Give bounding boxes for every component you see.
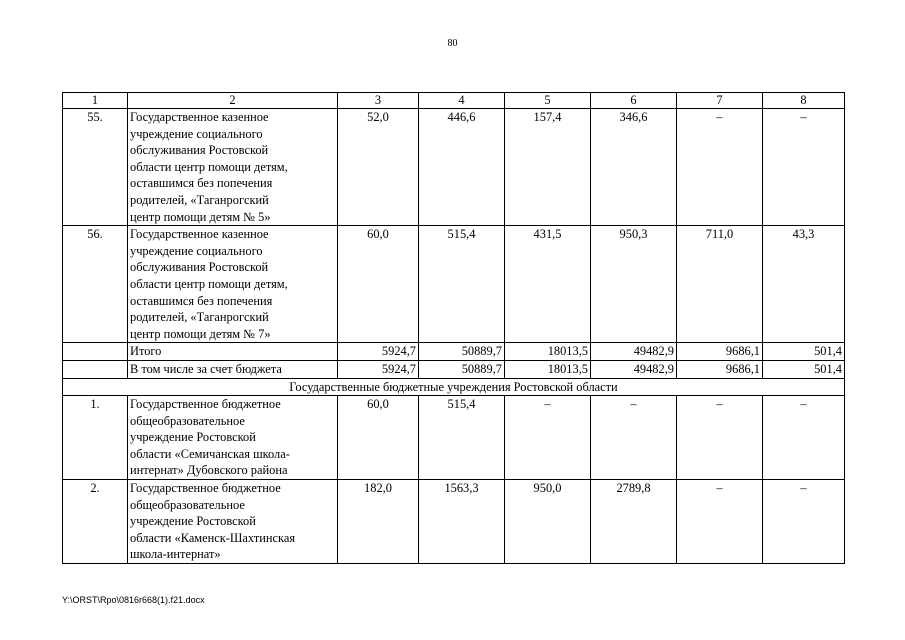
column-number: 8 bbox=[763, 93, 845, 109]
institution-name-line: области центр помощи детям, bbox=[130, 276, 288, 291]
row-number-cell bbox=[63, 360, 128, 378]
row-number: 1. bbox=[63, 396, 128, 480]
total-label: Итого bbox=[128, 343, 338, 361]
value-cell: 43,3 bbox=[763, 226, 845, 343]
value-cell: – bbox=[591, 396, 677, 480]
value-cell: 9686,1 bbox=[677, 343, 763, 361]
section-header-row bbox=[63, 378, 845, 396]
institution-name-line: школа-интернат» bbox=[130, 547, 221, 562]
value-cell: – bbox=[763, 480, 845, 564]
institution-name bbox=[128, 480, 338, 564]
value-cell: 515,4 bbox=[419, 226, 505, 343]
institution-name-line: области центр помощи детям, bbox=[130, 159, 288, 174]
institution-name-line: родителей, «Таганрогский bbox=[130, 192, 269, 207]
institution-name-line: учреждение Ростовской bbox=[130, 430, 256, 445]
institution-name bbox=[128, 109, 338, 226]
total-row bbox=[63, 360, 845, 378]
section-title: Государственные бюджетные учреждения Ростовской области bbox=[63, 378, 845, 396]
institution-name-line: обслуживания Ростовской bbox=[130, 260, 269, 275]
value-cell: – bbox=[763, 109, 845, 226]
value-cell: 9686,1 bbox=[677, 360, 763, 378]
value-cell: 446,6 bbox=[419, 109, 505, 226]
column-number: 7 bbox=[677, 93, 763, 109]
institution-name-line: области «Каменск-Шахтинская bbox=[130, 530, 296, 545]
institution-name bbox=[128, 396, 338, 480]
column-number: 2 bbox=[128, 93, 338, 109]
institution-name-line: Государственное бюджетное bbox=[130, 481, 281, 496]
value-cell: – bbox=[763, 396, 845, 480]
value-cell: – bbox=[677, 396, 763, 480]
institution-name-line: обслуживания Ростовской bbox=[130, 143, 269, 158]
institution-name-line: оставшимся без попечения bbox=[130, 176, 273, 191]
value-cell: – bbox=[677, 480, 763, 564]
column-number: 6 bbox=[591, 93, 677, 109]
row-number: 55. bbox=[63, 109, 128, 226]
institution-name-line: учреждение социального bbox=[130, 126, 263, 141]
table-body bbox=[63, 93, 845, 564]
institution-name-line: центр помощи детям № 5» bbox=[130, 209, 271, 224]
value-cell: 950,3 bbox=[591, 226, 677, 343]
value-cell: 157,4 bbox=[505, 109, 591, 226]
value-cell: 431,5 bbox=[505, 226, 591, 343]
value-cell: 5924,7 bbox=[338, 343, 419, 361]
value-cell: 50889,7 bbox=[419, 360, 505, 378]
value-cell: 60,0 bbox=[338, 396, 419, 480]
institution-name-line: родителей, «Таганрогский bbox=[130, 310, 269, 325]
institution-name-line: оставшимся без попечения bbox=[130, 293, 273, 308]
value-cell: 2789,8 bbox=[591, 480, 677, 564]
institution-name-line: интернат» Дубовского района bbox=[130, 463, 288, 478]
institution-name-line: общеобразовательное bbox=[130, 497, 245, 512]
column-number-row bbox=[63, 93, 845, 109]
value-cell: 18013,5 bbox=[505, 343, 591, 361]
total-row bbox=[63, 343, 845, 361]
row-number: 2. bbox=[63, 480, 128, 564]
institution-name-line: центр помощи детям № 7» bbox=[130, 326, 271, 341]
institution-name-line: общеобразовательное bbox=[130, 413, 245, 428]
value-cell: 711,0 bbox=[677, 226, 763, 343]
value-cell: 950,0 bbox=[505, 480, 591, 564]
institution-name-line: учреждение социального bbox=[130, 243, 263, 258]
value-cell: 182,0 bbox=[338, 480, 419, 564]
column-number: 5 bbox=[505, 93, 591, 109]
value-cell: 501,4 bbox=[763, 343, 845, 361]
institution-name-line: Государственное казенное bbox=[130, 227, 269, 242]
institution-name bbox=[128, 226, 338, 343]
value-cell: 49482,9 bbox=[591, 343, 677, 361]
row-number-cell bbox=[63, 343, 128, 361]
table-row bbox=[63, 396, 845, 480]
file-path-footer: Y:\ORST\Rpo\0816r668(1).f21.docx bbox=[62, 595, 205, 605]
institution-name-line: учреждение Ростовской bbox=[130, 514, 256, 529]
value-cell: 50889,7 bbox=[419, 343, 505, 361]
table-row bbox=[63, 109, 845, 226]
column-number: 1 bbox=[63, 93, 128, 109]
institution-name-line: области «Семичанская школа- bbox=[130, 446, 290, 461]
page-number: 80 bbox=[447, 38, 458, 49]
value-cell: 1563,3 bbox=[419, 480, 505, 564]
value-cell: 49482,9 bbox=[591, 360, 677, 378]
value-cell: 346,6 bbox=[591, 109, 677, 226]
column-number: 3 bbox=[338, 93, 419, 109]
column-number: 4 bbox=[419, 93, 505, 109]
institution-name-line: Государственное бюджетное bbox=[130, 397, 281, 412]
value-cell: – bbox=[505, 396, 591, 480]
value-cell: 515,4 bbox=[419, 396, 505, 480]
total-label: В том числе за счет бюджета bbox=[128, 360, 338, 378]
row-number: 56. bbox=[63, 226, 128, 343]
value-cell: 18013,5 bbox=[505, 360, 591, 378]
table-row bbox=[63, 226, 845, 343]
table-row bbox=[63, 480, 845, 564]
value-cell: – bbox=[677, 109, 763, 226]
value-cell: 501,4 bbox=[763, 360, 845, 378]
value-cell: 60,0 bbox=[338, 226, 419, 343]
value-cell: 52,0 bbox=[338, 109, 419, 226]
institution-name-line: Государственное казенное bbox=[130, 110, 269, 124]
budget-table bbox=[62, 92, 845, 564]
value-cell: 5924,7 bbox=[338, 360, 419, 378]
